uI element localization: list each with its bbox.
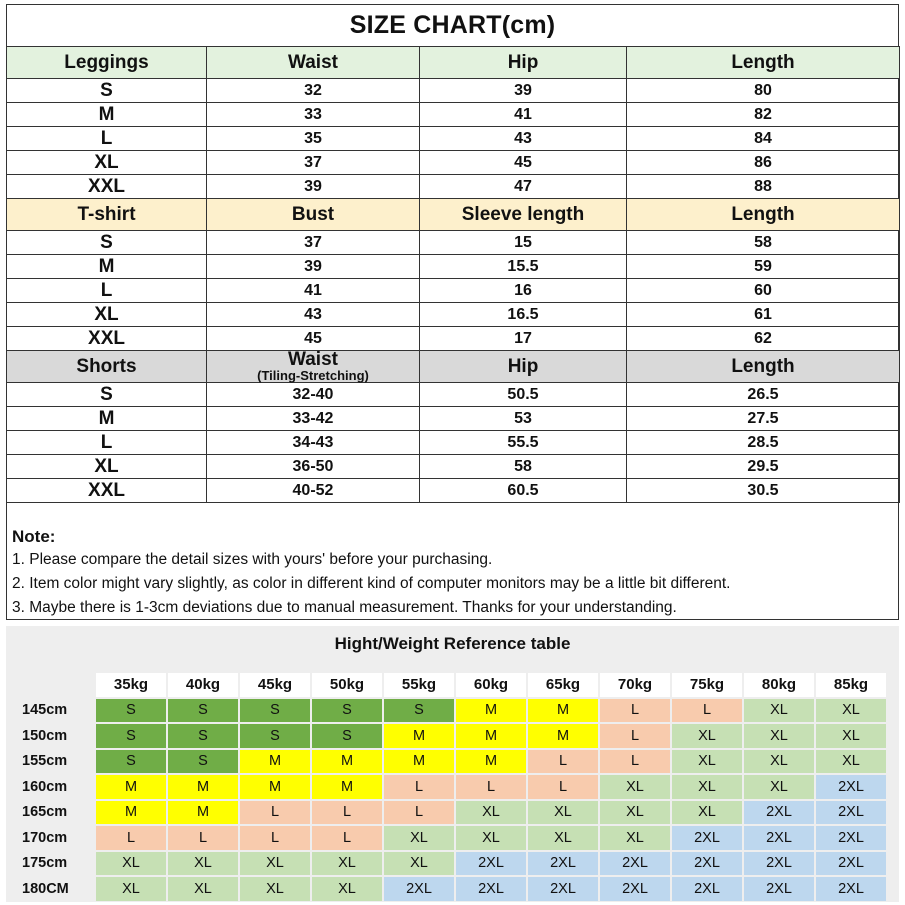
measure-cell: 50.5 [420, 383, 627, 407]
header-cell: T-shirt [7, 199, 207, 231]
height-label-cell: 165cm [22, 804, 68, 821]
measure-cell: 60 [627, 279, 900, 303]
height-row [18, 852, 886, 876]
size-cell: XL [744, 699, 814, 723]
measure-cell: 32 [207, 79, 420, 103]
measure-cell: 59 [627, 255, 900, 279]
size-label-cell: XXL [7, 327, 207, 351]
header-cell: Hip [420, 351, 627, 383]
measure-cell: 58 [627, 231, 900, 255]
height-label-cell: 145cm [22, 702, 68, 719]
size-cell: XL [816, 750, 886, 774]
size-cell: L [384, 801, 454, 825]
height-label-cell: 170cm [22, 829, 68, 846]
table-row [7, 407, 900, 431]
size-cell: S [168, 750, 238, 774]
size-cell: 2XL [744, 877, 814, 901]
size-cell: M [456, 724, 526, 748]
note-line: 2. Item color might vary slightly, as color in different kind of computer monitors may be a little bit different. [12, 575, 731, 592]
measure-cell: 39 [207, 255, 420, 279]
height-row [18, 750, 886, 774]
size-cell: XL [600, 801, 670, 825]
size-cell: S [240, 724, 310, 748]
size-cell: XL [384, 852, 454, 876]
size-cell: XL [744, 724, 814, 748]
header-cell: Length [627, 199, 900, 231]
height-label-cell: 155cm [22, 753, 68, 770]
table-row [7, 479, 900, 503]
size-cell: 2XL [816, 801, 886, 825]
measure-cell: 84 [627, 127, 900, 151]
weight-header-cell: 45kg [240, 673, 310, 697]
table-row [7, 79, 900, 103]
measure-cell: 58 [420, 455, 627, 479]
size-cell: 2XL [600, 852, 670, 876]
measure-cell: 53 [420, 407, 627, 431]
size-label-cell: M [7, 255, 207, 279]
size-cell: M [168, 775, 238, 799]
size-cell: L [312, 826, 382, 850]
height-row [18, 801, 886, 825]
header-cell: Length [627, 351, 900, 383]
height-label-cell: 175cm [22, 855, 68, 872]
size-cell: 2XL [816, 877, 886, 901]
size-cell: XL [600, 826, 670, 850]
weight-header-cell: 60kg [456, 673, 526, 697]
size-cell: 2XL [384, 877, 454, 901]
size-cell: L [312, 801, 382, 825]
weight-header-row [18, 673, 886, 697]
size-cell: M [528, 724, 598, 748]
weight-header-cell: 85kg [816, 673, 886, 697]
size-cell: XL [672, 801, 742, 825]
size-label-cell: M [7, 407, 207, 431]
weight-header-cell: 50kg [312, 673, 382, 697]
size-label-cell: L [7, 279, 207, 303]
size-label-cell: L [7, 431, 207, 455]
section-header-row [7, 47, 900, 79]
size-label-cell: XL [7, 303, 207, 327]
size-cell: L [672, 699, 742, 723]
measure-cell: 27.5 [627, 407, 900, 431]
size-cell: 2XL [816, 775, 886, 799]
size-cell: M [96, 801, 166, 825]
table-row [7, 455, 900, 479]
table-row [7, 231, 900, 255]
measure-cell: 37 [207, 231, 420, 255]
size-cell: L [528, 750, 598, 774]
size-cell: 2XL [672, 826, 742, 850]
note-title: Note: [12, 527, 56, 546]
table-row [7, 383, 900, 407]
weight-header-cell: 70kg [600, 673, 670, 697]
size-cell: M [456, 750, 526, 774]
measure-cell: 26.5 [627, 383, 900, 407]
size-cell: S [96, 750, 166, 774]
size-cell: L [384, 775, 454, 799]
measure-cell: 47 [420, 175, 627, 199]
size-cell: M [312, 775, 382, 799]
size-cell: 2XL [456, 877, 526, 901]
size-cell: S [312, 699, 382, 723]
size-cell: M [240, 775, 310, 799]
measure-cell: 33 [207, 103, 420, 127]
size-cell: XL [240, 877, 310, 901]
size-label-cell: L [7, 127, 207, 151]
size-cell: XL [168, 852, 238, 876]
size-cell: M [456, 699, 526, 723]
measure-cell: 30.5 [627, 479, 900, 503]
size-cell: S [96, 699, 166, 723]
measure-cell: 62 [627, 327, 900, 351]
measure-cell: 32-40 [207, 383, 420, 407]
size-cell: 2XL [816, 852, 886, 876]
size-cell: M [528, 699, 598, 723]
measure-cell: 60.5 [420, 479, 627, 503]
table-row [7, 303, 900, 327]
size-cell: L [456, 775, 526, 799]
header-cell: Waist [207, 47, 420, 79]
size-cell: XL [600, 775, 670, 799]
size-cell: XL [672, 750, 742, 774]
header-cell: Length [627, 47, 900, 79]
table-row [7, 431, 900, 455]
measure-cell: 41 [207, 279, 420, 303]
header-cell: Bust [207, 199, 420, 231]
size-cell: L [600, 699, 670, 723]
weight-header-cell: 40kg [168, 673, 238, 697]
measure-cell: 36-50 [207, 455, 420, 479]
measure-cell: 43 [420, 127, 627, 151]
size-cell: XL [312, 852, 382, 876]
size-cell: L [600, 724, 670, 748]
weight-header-cell: 65kg [528, 673, 598, 697]
measure-cell: 15 [420, 231, 627, 255]
size-cell: XL [456, 801, 526, 825]
reference-section [6, 626, 899, 902]
weight-header-cell: 80kg [744, 673, 814, 697]
size-label-cell: S [7, 79, 207, 103]
size-cell: XL [528, 801, 598, 825]
size-cell: 2XL [528, 852, 598, 876]
measure-cell: 16.5 [420, 303, 627, 327]
table-row [7, 175, 900, 199]
size-table [6, 46, 900, 503]
note-line: 1. Please compare the detail sizes with yours' before your purchasing. [12, 551, 493, 568]
height-row [18, 699, 886, 723]
size-cell: XL [816, 724, 886, 748]
weight-header-cell: 35kg [96, 673, 166, 697]
table-row [7, 103, 900, 127]
size-cell: L [168, 826, 238, 850]
measure-cell: 29.5 [627, 455, 900, 479]
measure-cell: 82 [627, 103, 900, 127]
section-header-row [7, 199, 900, 231]
height-label-cell: 150cm [22, 727, 68, 744]
size-cell: XL [528, 826, 598, 850]
size-cell: L [240, 801, 310, 825]
size-cell: 2XL [672, 877, 742, 901]
header-label: Waist [288, 349, 338, 370]
size-cell: 2XL [816, 826, 886, 850]
height-label-cell: 160cm [22, 778, 68, 795]
size-cell: S [312, 724, 382, 748]
height-weight-table [16, 671, 888, 903]
height-row [18, 775, 886, 799]
measure-cell: 34-43 [207, 431, 420, 455]
height-row [18, 724, 886, 748]
size-label-cell: S [7, 383, 207, 407]
size-cell: 2XL [744, 852, 814, 876]
height-label-cell: 180CM [22, 880, 69, 897]
size-cell: S [168, 724, 238, 748]
size-cell: L [600, 750, 670, 774]
measure-cell: 39 [420, 79, 627, 103]
size-cell: L [96, 826, 166, 850]
size-cell: XL [384, 826, 454, 850]
measure-cell: 33-42 [207, 407, 420, 431]
table-row [7, 327, 900, 351]
measure-cell: 35 [207, 127, 420, 151]
measure-cell: 43 [207, 303, 420, 327]
height-row [18, 877, 886, 901]
measure-cell: 15.5 [420, 255, 627, 279]
size-cell: XL [96, 852, 166, 876]
size-cell: XL [672, 775, 742, 799]
measure-cell: 45 [207, 327, 420, 351]
measure-cell: 88 [627, 175, 900, 199]
size-cell: XL [168, 877, 238, 901]
measure-cell: 37 [207, 151, 420, 175]
section-header-row [7, 351, 900, 383]
weight-header-cell: 75kg [672, 673, 742, 697]
size-label-cell: XXL [7, 175, 207, 199]
size-label-cell: M [7, 103, 207, 127]
measure-cell: 55.5 [420, 431, 627, 455]
size-cell: 2XL [744, 801, 814, 825]
table-row [7, 151, 900, 175]
height-row [18, 826, 886, 850]
size-cell: M [384, 724, 454, 748]
header-cell [207, 351, 420, 383]
measure-cell: 45 [420, 151, 627, 175]
size-cell: M [96, 775, 166, 799]
size-cell: 2XL [456, 852, 526, 876]
header-cell: Leggings [7, 47, 207, 79]
size-label-cell: XL [7, 151, 207, 175]
header-cell: Sleeve length [420, 199, 627, 231]
size-cell: XL [240, 852, 310, 876]
measure-cell: 61 [627, 303, 900, 327]
header-cell: Hip [420, 47, 627, 79]
size-label-cell: XL [7, 455, 207, 479]
measure-cell: 40-52 [207, 479, 420, 503]
measure-cell: 39 [207, 175, 420, 199]
size-cell: XL [744, 775, 814, 799]
size-cell: XL [816, 699, 886, 723]
table-row [7, 255, 900, 279]
note-section [6, 522, 899, 620]
size-cell: XL [312, 877, 382, 901]
size-cell: S [240, 699, 310, 723]
size-label-cell: XXL [7, 479, 207, 503]
measure-cell: 80 [627, 79, 900, 103]
header-sublabel: (Tiling-Stretching) [257, 368, 369, 383]
size-cell: XL [96, 877, 166, 901]
size-cell: L [240, 826, 310, 850]
page-title: SIZE CHART(cm) [6, 4, 899, 46]
header-cell: Shorts [7, 351, 207, 383]
size-cell: M [312, 750, 382, 774]
corner-cell [18, 673, 94, 697]
size-cell: 2XL [528, 877, 598, 901]
measure-cell: 17 [420, 327, 627, 351]
size-cell: M [240, 750, 310, 774]
weight-header-cell: 55kg [384, 673, 454, 697]
table-row [7, 279, 900, 303]
size-cell: 2XL [744, 826, 814, 850]
size-cell: XL [456, 826, 526, 850]
measure-cell: 16 [420, 279, 627, 303]
size-cell: S [96, 724, 166, 748]
measure-cell: 86 [627, 151, 900, 175]
size-cell: XL [672, 724, 742, 748]
size-cell: S [168, 699, 238, 723]
size-cell: M [384, 750, 454, 774]
measure-cell: 41 [420, 103, 627, 127]
reference-title: Hight/Weight Reference table [334, 634, 571, 653]
size-cell: 2XL [600, 877, 670, 901]
size-cell: L [528, 775, 598, 799]
measure-cell: 28.5 [627, 431, 900, 455]
note-line: 3. Maybe there is 1-3cm deviations due to manual measurement. Thanks for your understanding. [12, 599, 677, 616]
size-cell: XL [744, 750, 814, 774]
size-cell: S [384, 699, 454, 723]
size-cell: M [168, 801, 238, 825]
table-row [7, 127, 900, 151]
size-cell: 2XL [672, 852, 742, 876]
size-label-cell: S [7, 231, 207, 255]
